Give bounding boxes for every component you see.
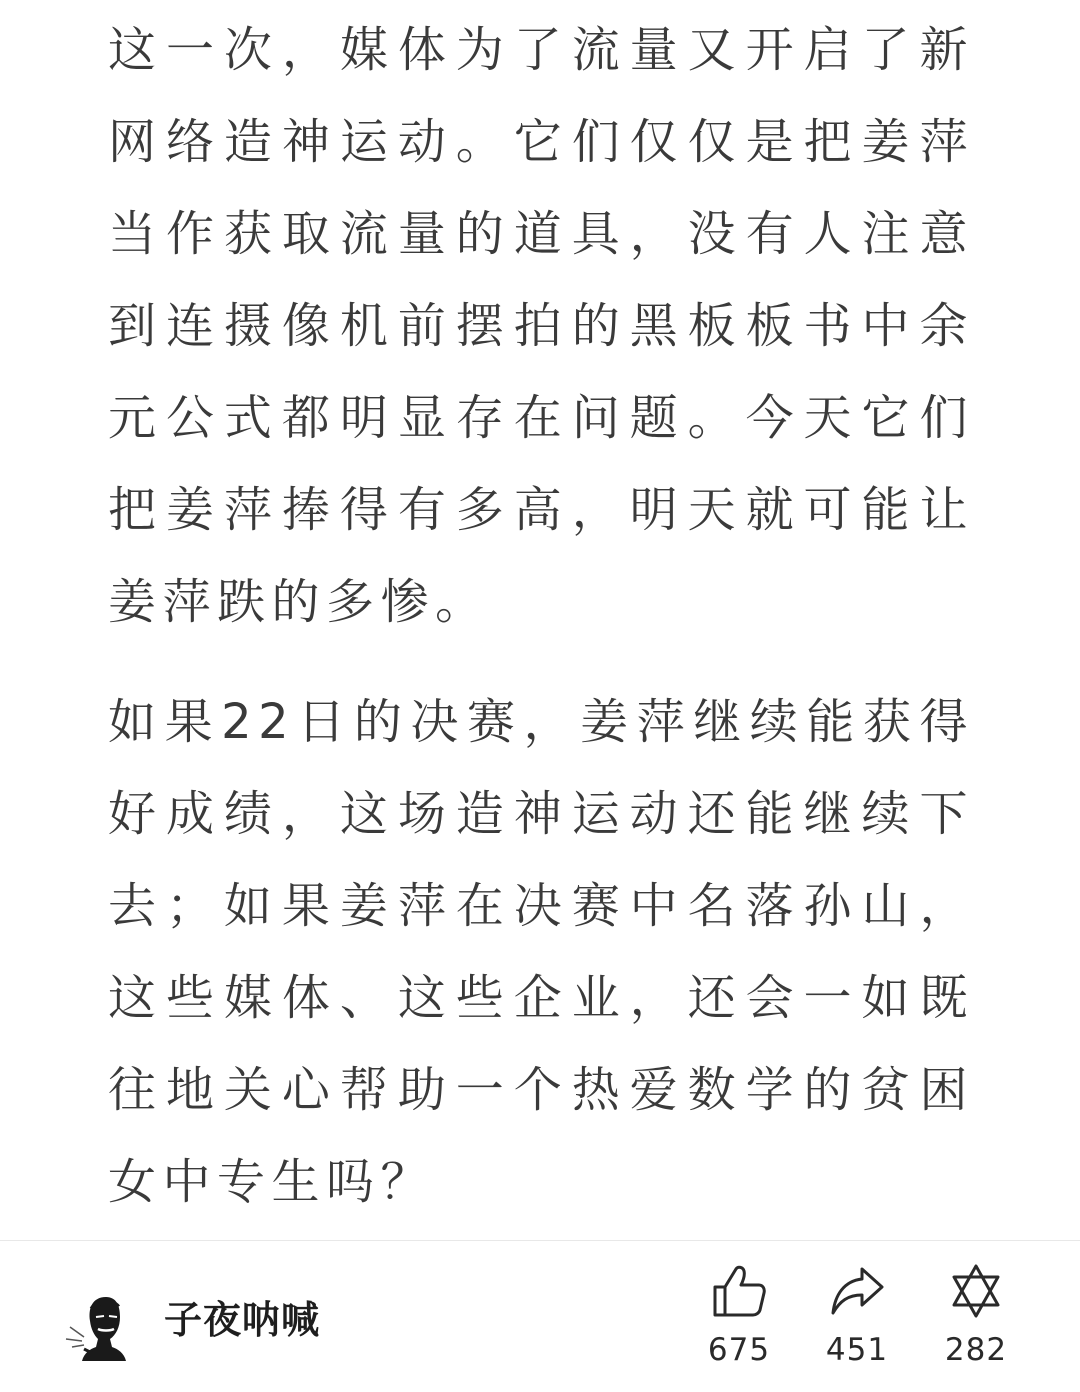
author-avatar[interactable] bbox=[62, 1287, 148, 1373]
star-of-david-icon bbox=[947, 1263, 1005, 1319]
like-count: 675 bbox=[707, 1332, 771, 1368]
thumbs-up-icon bbox=[710, 1263, 768, 1319]
article-paragraph-1: 这一次，媒体为了流量又开启了新网络造神运动。它们仅仅是把姜萍当作获取流量的道具，没有人注意到连摄像机前摆拍的黑板板书中余元公式都明显存在问题。今天它们把姜萍捧得有多高，明天就可能让姜萍跌的多惨。 bbox=[108, 22, 974, 630]
star-count: 282 bbox=[944, 1332, 1008, 1368]
share-count: 451 bbox=[825, 1332, 889, 1368]
author-name[interactable]: 子夜呐喊 bbox=[164, 1298, 321, 1342]
share-arrow-icon bbox=[828, 1263, 886, 1319]
article-footer bbox=[0, 1241, 1080, 1392]
share-button[interactable] bbox=[802, 1263, 912, 1383]
article-paragraph-2: 如果22日的决赛，姜萍继续能获得好成绩，这场造神运动还能继续下去；如果姜萍在决赛中名落孙山，这些媒体、这些企业，还会一如既往地关心帮助一个热爱数学的贫困女中专生吗？ bbox=[108, 694, 974, 1210]
author-portrait-avatar bbox=[62, 1287, 148, 1373]
like-button[interactable] bbox=[684, 1263, 794, 1383]
favorite-button[interactable] bbox=[921, 1263, 1031, 1383]
